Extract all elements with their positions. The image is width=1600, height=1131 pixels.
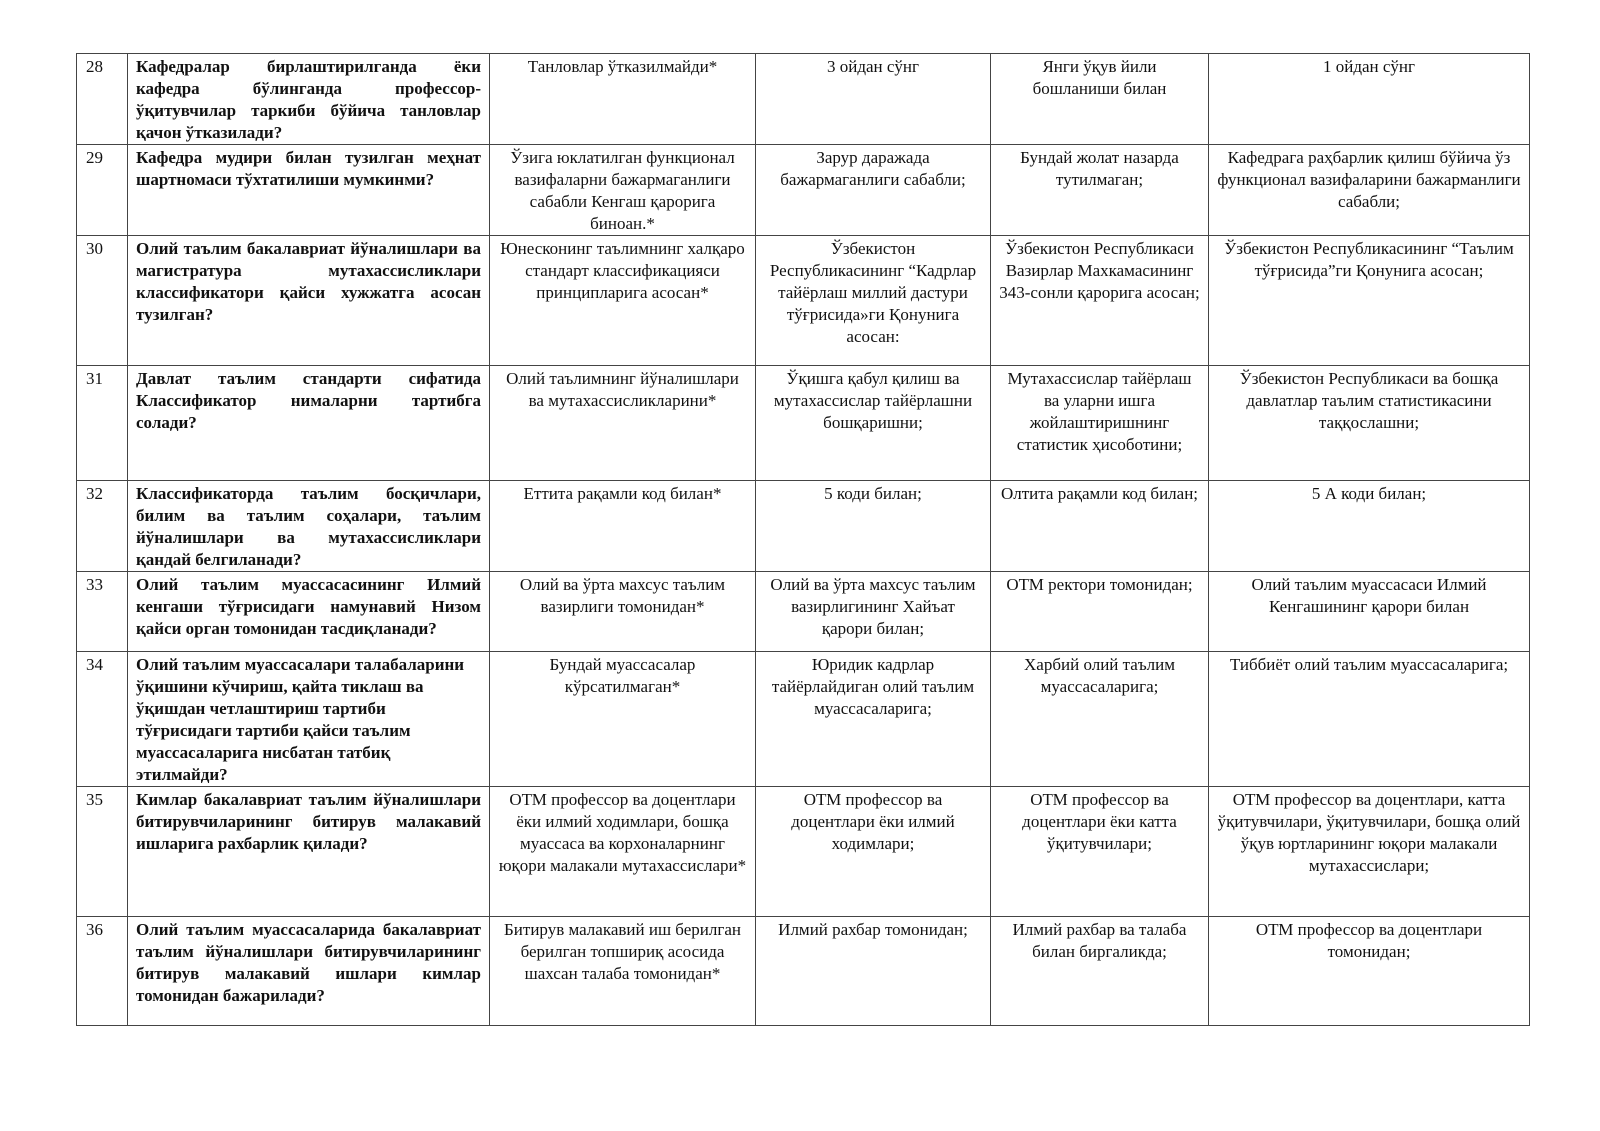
answer-option-2: 3 ойдан сўнг (756, 54, 991, 145)
answer-option-3: ОТМ ректори томонидан; (991, 572, 1209, 652)
question-text: Кафедра мудири билан тузилган меҳнат шартномаси тўхтатилиши мумкинми? (128, 145, 490, 236)
answer-option-3: Мутахассислар тайёрлаш ва уларни ишга жойлаштиришнинг статистик ҳисоботини; (991, 366, 1209, 481)
answer-option-3: Харбий олий таълим муассасаларига; (991, 652, 1209, 787)
answer-correct: Олий ва ўрта махсус таълим вазирлиги томонидан* (490, 572, 756, 652)
table-row (77, 652, 1530, 787)
answer-option-4: Олий таълим муассасаси Илмий Кенгашининг қарори билан (1209, 572, 1530, 652)
row-number: 35 (77, 787, 128, 917)
answer-option-4: 5 А коди билан; (1209, 481, 1530, 572)
row-number: 31 (77, 366, 128, 481)
answer-option-3: Ўзбекистон Республикаси Вазирлар Махкамасининг 343-сонли қарорига асосан; (991, 236, 1209, 366)
table-row (77, 145, 1530, 236)
answer-option-2: Зарур даражада бажармаганлиги сабабли; (756, 145, 991, 236)
answer-correct: Ўзига юклатилган функционал вазифаларни бажармаганлиги сабабли Кенгаш қарорига биноан.* (490, 145, 756, 236)
table-row (77, 787, 1530, 917)
answer-option-4: ОТМ профессор ва доцентлари, катта ўқитувчилари, ўқитувчилари, бошқа олий ўқув юртларининг юқори малакали мутахассислари; (1209, 787, 1530, 917)
answer-correct: ОТМ профессор ва доцентлари ёки илмий ходимлари, бошқа муассаса ва корхоналарнинг юқори малакали мутахассислари* (490, 787, 756, 917)
answer-correct: Олий таълимнинг йўналишлари ва мутахассисликларини* (490, 366, 756, 481)
answer-correct: Битирув малакавий иш берилган берилган топшириқ асосида шахсан талаба томонидан* (490, 917, 756, 1026)
answer-option-4: Кафедрага раҳбарлик қилиш бўйича ўз функционал вазифаларини бажарманлиги сабабли; (1209, 145, 1530, 236)
answer-option-4: 1 ойдан сўнг (1209, 54, 1530, 145)
answer-option-3: Илмий рахбар ва талаба билан биргаликда; (991, 917, 1209, 1026)
answer-option-2: Ўзбекистон Республикасининг “Кадрлар тайёрлаш миллий дастури тўғрисида»ги Қонунига асосан: (756, 236, 991, 366)
table-row (77, 917, 1530, 1026)
question-text: Олий таълим муассасаларида бакалавриат таълим йўналишлари битирувчиларининг битирув малакавий ишлари кимлар томонидан бажарилади? (128, 917, 490, 1026)
question-text: Олий таълим муассасалари талабаларини ўқишини кўчириш, қайта тиклаш ва ўқишдан четлаштириш тартиби тўғрисидаги тартиби қайси таълим муассасаларига нисбатан татбиқ этилмайди? (128, 652, 490, 787)
table-row (77, 366, 1530, 481)
answer-option-3: Янги ўқув йили бошланиши билан (991, 54, 1209, 145)
question-text: Давлат таълим стандарти сифатида Классификатор нималарни тартибга солади? (128, 366, 490, 481)
question-text: Олий таълим бакалавриат йўналишлари ва магистратура мутахассисликлари классификатори қайси хужжатга асосан тузилган? (128, 236, 490, 366)
answer-correct: Бундай муассасалар кўрсатилмаган* (490, 652, 756, 787)
table-row (77, 236, 1530, 366)
questions-table (76, 53, 1530, 1026)
answer-correct: Танловлар ўтказилмайди* (490, 54, 756, 145)
row-number: 32 (77, 481, 128, 572)
answer-option-2: Илмий рахбар томонидан; (756, 917, 991, 1026)
row-number: 29 (77, 145, 128, 236)
answer-option-2: Олий ва ўрта махсус таълим вазирлигининг Хайъат қарори билан; (756, 572, 991, 652)
table-row (77, 54, 1530, 145)
question-text: Кафедралар бирлаштирилганда ёки кафедра бўлинганда профессор-ўқитувчилар таркиби бўйича танловлар қачон ўтказилади? (128, 54, 490, 145)
row-number: 30 (77, 236, 128, 366)
table-row (77, 481, 1530, 572)
table-row (77, 572, 1530, 652)
answer-option-4: Ўзбекистон Республикасининг “Таълим тўғрисида”ги Қонунига асосан; (1209, 236, 1530, 366)
row-number: 33 (77, 572, 128, 652)
answer-option-4: Тиббиёт олий таълим муассасаларига; (1209, 652, 1530, 787)
answer-correct: Юнесконинг таълимнинг халқаро стандарт классификацияси принципларига асосан* (490, 236, 756, 366)
answer-option-4: Ўзбекистон Республикаси ва бошқа давлатлар таълим статистикасини таққослашни; (1209, 366, 1530, 481)
row-number: 28 (77, 54, 128, 145)
question-text: Кимлар бакалавриат таълим йўналишлари битирувчиларининг битирув малакавий ишларига рахбарлик қилади? (128, 787, 490, 917)
answer-option-2: ОТМ профессор ва доцентлари ёки илмий ходимлари; (756, 787, 991, 917)
answer-option-3: Бундай жолат назарда тутилмаган; (991, 145, 1209, 236)
answer-option-2: Юридик кадрлар тайёрлайдиган олий таълим муассасаларига; (756, 652, 991, 787)
question-text: Классификаторда таълим босқичлари, билим ва таълим соҳалари, таълим йўналишлари ва мутахассисликлари қандай белгиланади? (128, 481, 490, 572)
question-text: Олий таълим муассасасининг Илмий кенгаши тўғрисидаги намунавий Низом қайси орган томонидан тасдиқланади? (128, 572, 490, 652)
answer-option-3: Олтита рақамли код билан; (991, 481, 1209, 572)
answer-correct: Еттита рақамли код билан* (490, 481, 756, 572)
answer-option-4: ОТМ профессор ва доцентлари томонидан; (1209, 917, 1530, 1026)
row-number: 36 (77, 917, 128, 1026)
row-number: 34 (77, 652, 128, 787)
answer-option-2: 5 коди билан; (756, 481, 991, 572)
answer-option-2: Ўқишга қабул қилиш ва мутахассислар тайёрлашни бошқаришни; (756, 366, 991, 481)
answer-option-3: ОТМ профессор ва доцентлари ёки катта ўқитувчилари; (991, 787, 1209, 917)
